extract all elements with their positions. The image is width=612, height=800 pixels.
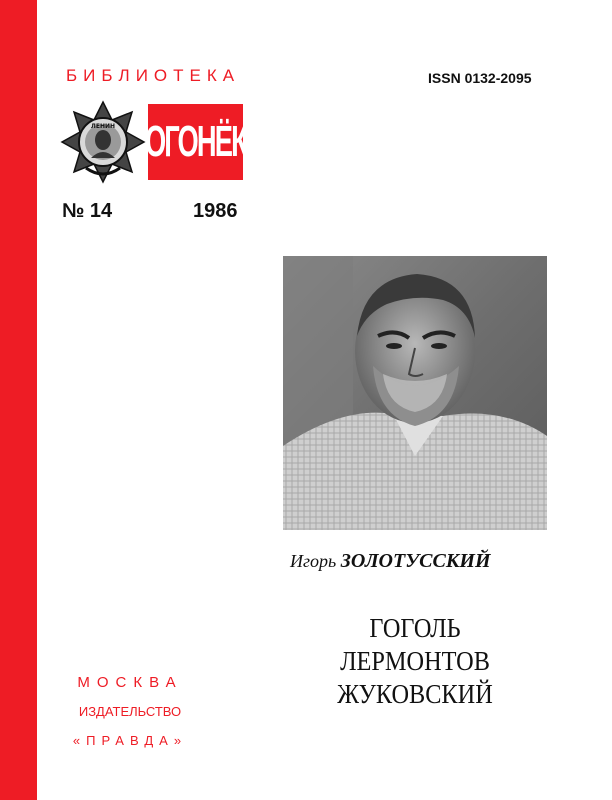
book-titles: [300, 612, 530, 711]
red-spine-band: [0, 0, 37, 800]
publisher-city: МОСКВА: [77, 674, 183, 691]
publisher-house: «ПРАВДА»: [72, 733, 188, 748]
issn-number: ISSN 0132-2095: [428, 70, 532, 86]
author-first-name: Игорь: [290, 551, 337, 571]
author-name: [290, 550, 491, 573]
author-surname: ЗОЛОТУССКИЙ: [340, 550, 491, 572]
ogonek-logo-text: ОГОНЁК: [145, 117, 247, 166]
author-portrait-photo: [283, 256, 547, 530]
order-of-lenin-emblem-icon: [58, 98, 148, 186]
title-line: ЖУКОВСКИЙ: [337, 679, 493, 709]
ogonek-logo: [145, 104, 247, 180]
issue-year: 1986: [193, 200, 238, 222]
publisher-imprint: ИЗДАТЕЛЬСТВО: [78, 704, 182, 719]
issue-number: № 14: [62, 200, 113, 222]
title-line: ГОГОЛЬ: [369, 613, 461, 643]
title-line: ЛЕРМОНТОВ: [340, 646, 490, 676]
series-label: БИБЛИОТЕКА: [66, 66, 241, 85]
emblem-inscription: ЛЕНИН: [90, 123, 116, 130]
publisher-block: [60, 668, 200, 755]
